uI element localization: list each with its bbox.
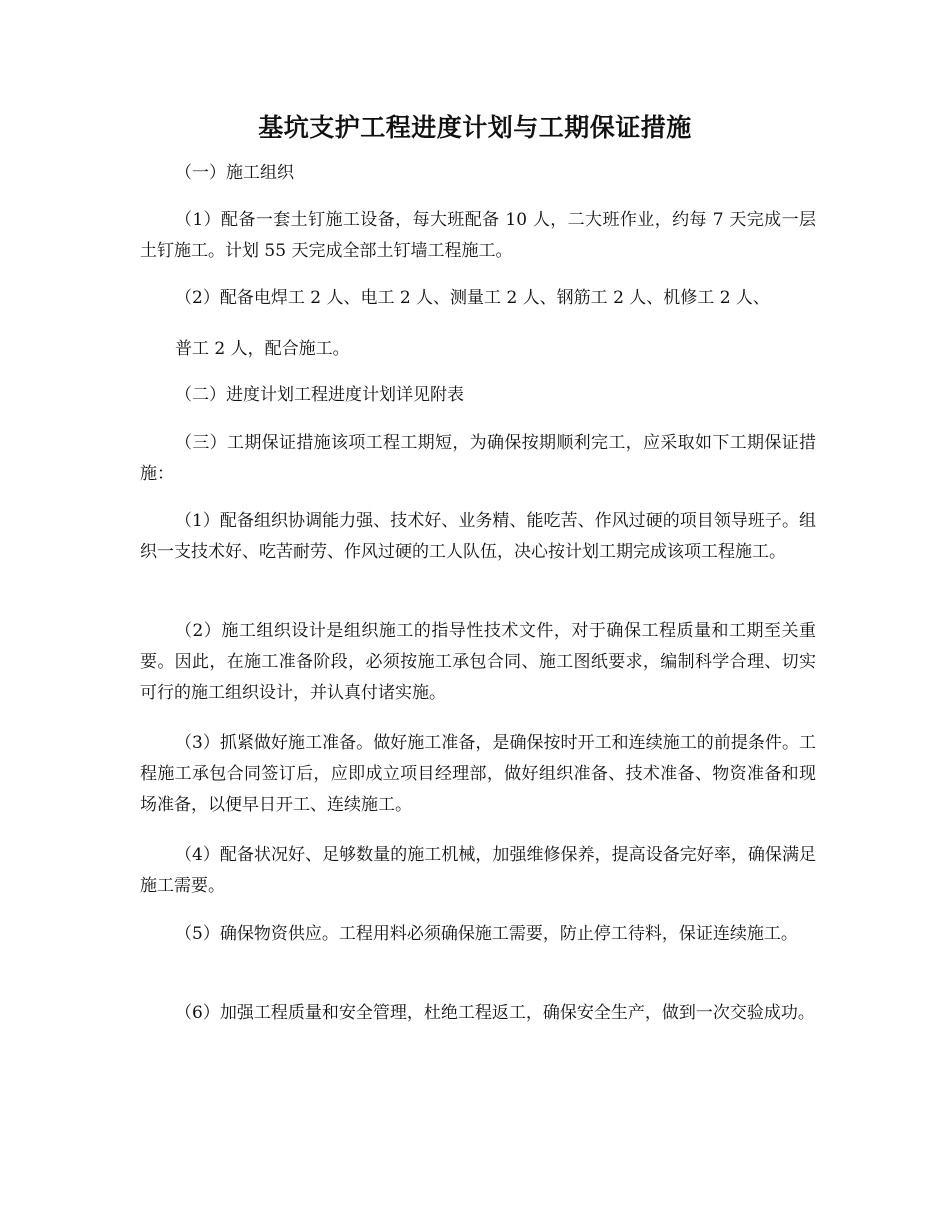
paragraph-item-2-continued: 普工 2 人，配合施工。 (175, 339, 350, 359)
paragraph-guarantee-5-materials: （5）确保物资供应。工程用料必须确保施工需要，防止停工待料，保证连续施工。 (175, 924, 798, 944)
paragraph-guarantee-6-quality-safety: （6）加强工程质量和安全管理，杜绝工程返工，确保安全生产，做到一次交验成功。 (175, 1003, 815, 1023)
paragraph-guarantee-4-machinery: （4）配备状况好、足够数量的施工机械，加强维修保养，提高设备完好率，确保满足施工需要。 (140, 845, 816, 896)
document-title: 基坑支护工程进度计划与工期保证措施 (258, 113, 692, 142)
paragraph-item-2-staffing: （2）配备电焊工 2 人、电工 2 人、测量工 2 人、钢筋工 2 人、机修工 2 人、 (175, 288, 770, 308)
section-heading-schedule-plan: （二）进度计划工程进度计划详见附表 (175, 385, 464, 405)
paragraph-guarantee-1-team: （1）配备组织协调能力强、技术好、业务精、能吃苦、作风过硬的项目领导班子。组织一支技术好、吃苦耐劳、作风过硬的工人队伍，决心按计划工期完成该项工程施工。 (140, 511, 816, 562)
paragraph-item-1-equipment: （1）配备一套土钉施工设备，每大班配备 10 人，二大班作业，约每 7 天完成一层土钉施工。计划 55 天完成全部土钉墙工程施工。 (140, 210, 816, 261)
section-heading-schedule-guarantee: （三）工期保证措施该项工程工期短，为确保按期顺利完工，应采取如下工期保证措施： (140, 433, 816, 484)
section-heading-construction-organization: （一）施工组织 (175, 163, 294, 183)
paragraph-guarantee-2-design: （2）施工组织设计是组织施工的指导性技术文件，对于确保工程质量和工期至关重要。因此，在施工准备阶段，必须按施工承包合同、施工图纸要求，编制科学合理、切实可行的施工组织设计，并认真付诸实施。 (140, 621, 816, 703)
paragraph-guarantee-3-preparation: （3）抓紧做好施工准备。做好施工准备，是确保按时开工和连续施工的前提条件。工程施工承包合同签订后，应即成立项目经理部，做好组织准备、技术准备、物资准备和现场准备，以便早日开工、连续施工。 (140, 733, 816, 815)
